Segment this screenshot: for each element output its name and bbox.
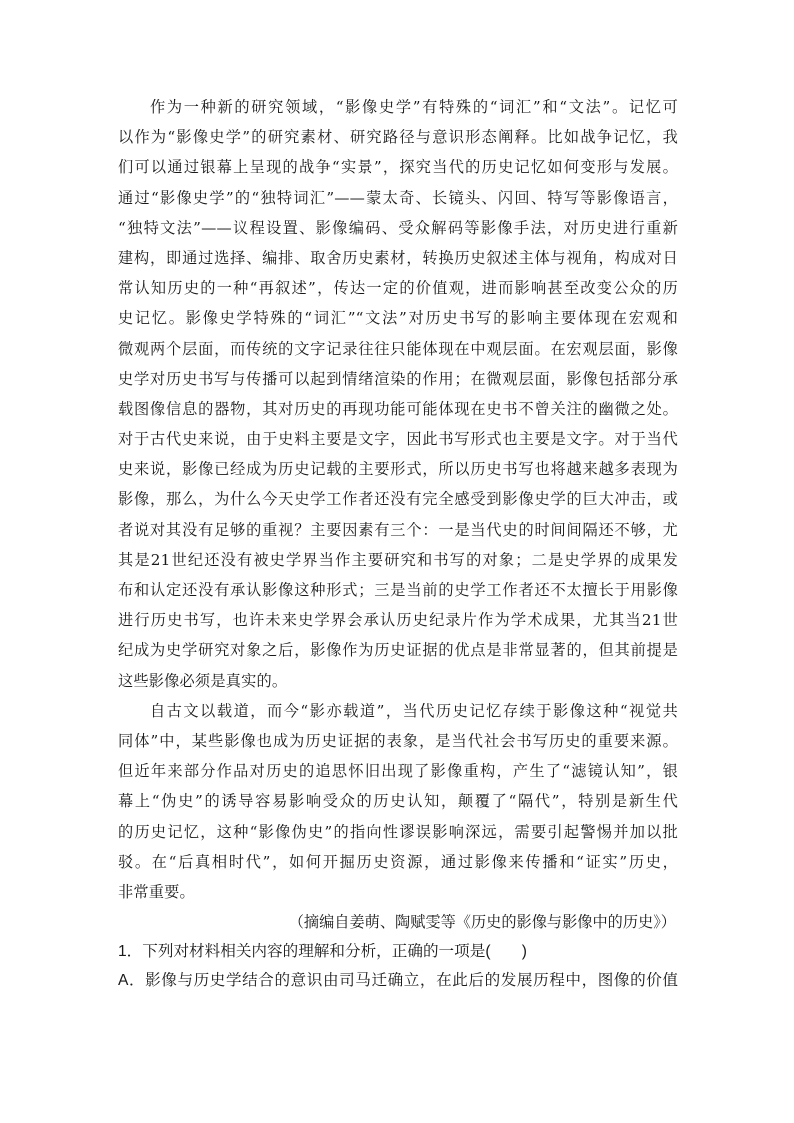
text-line: 作为一种新的研究领域，“影像史学”有特殊的“词汇”和“文法”。记忆可	[150, 98, 678, 116]
source-citation: （摘编自姜萌、陶赋雯等《历史的影像与影像中的历史》）	[288, 913, 676, 932]
text-line: 影像，那么，为什么今天史学工作者还没有完全感受到影像史学的巨大冲击，或	[118, 490, 678, 509]
text-line: 微观两个层面，而传统的文字记录往往只能体现在中观层面。在宏观层面，影像	[118, 339, 678, 358]
text-line: 幕上“伪史”的诱导容易影响受众的历史认知，颠覆了“隔代”，特别是新生代	[118, 792, 678, 811]
text-line: 驳。在“后真相时代”，如何开掘历史资源，通过影像来传播和“证实”历史，	[118, 852, 678, 871]
text-line: 同体”中，某些影像也成为历史证据的表象，是当代社会书写历史的重要来源。	[118, 731, 678, 750]
text-line: 布和认定还没有承认影像这种形式；三是当前的史学工作者还不太擅长于用影像	[118, 581, 678, 599]
text-line: 史来说，影像已经成为历史记载的主要形式，所以历史书写也将越来越多表现为	[118, 460, 678, 479]
text-line: 其是21世纪还没有被史学界当作主要研究和书写的对象；二是史学界的成果发	[118, 550, 678, 569]
text-line: 对于古代史来说，由于史料主要是文字，因此书写形式也主要是文字。对于当代	[118, 430, 678, 449]
text-line: 载图像信息的器物，其对历史的再现功能可能体现在史书不曾关注的幽微之处。	[118, 399, 678, 418]
text-line: 们可以通过银幕上呈现的战争“实景”，探究当代的历史记忆如何变形与发展。	[118, 158, 678, 177]
text-line: 者说对其没有足够的重视？主要因素有三个：一是当代史的时间间隔还不够，尤	[118, 520, 678, 539]
text-line: 史记忆。影像史学特殊的“词汇”“文法”对历史书写的影响主要体现在宏观和	[118, 309, 678, 328]
text-line: 常认知历史的一种“再叙述”，传达一定的价值观，进而影响甚至改变公众的历	[118, 279, 678, 298]
text-line: 这些影像必须是真实的。	[118, 671, 288, 690]
text-line: “独特文法”——议程设置、影像编码、受众解码等影像手法，对历史进行重新	[118, 218, 678, 237]
text-line: 通过“影像史学”的“独特词汇”——蒙太奇、长镜头、闪回、特写等影像语言，	[118, 188, 678, 207]
text-line: 非常重要。	[118, 882, 195, 901]
text-line: 的历史记忆，这种“影像伪史”的指向性谬误影响深远，需要引起警惕并加以批	[118, 822, 678, 841]
text-line: 以作为“影像史学”的研究素材、研究路径与意识形态阐释。比如战争记忆，我	[118, 128, 678, 147]
text-line: 但近年来部分作品对历史的追思怀旧出现了影像重构，产生了“滤镜认知”，银	[118, 762, 678, 781]
text-line: 进行历史书写，也许未来史学界会承认历史纪录片作为学术成果，尤其当21世	[118, 611, 678, 630]
text-line: 纪成为史学研究对象之后，影像作为历史证据的优点是非常显著的，但其前提是	[118, 641, 678, 660]
paragraph-2	[118, 696, 678, 907]
question-option-a: A．影像与历史学结合的意识由司马迁确立，在此后的发展历程中，图像的价值	[118, 972, 678, 990]
text-line: 史学对历史书写与传播可以起到情绪渲染的作用；在微观层面，影像包括部分承	[118, 369, 678, 388]
text-line: 自古文以载道，而今“影亦载道”，当代历史记忆存续于影像这种“视觉共	[150, 701, 678, 720]
question-stem: 1．下列对材料相关内容的理解和分析，正确的一项是( )	[118, 943, 527, 961]
text-line: 建构，即通过选择、编排、取舍历史素材，转换历史叙述主体与视角，构成对日	[118, 248, 678, 267]
passage-column	[118, 92, 678, 995]
paragraph-1	[118, 92, 678, 696]
